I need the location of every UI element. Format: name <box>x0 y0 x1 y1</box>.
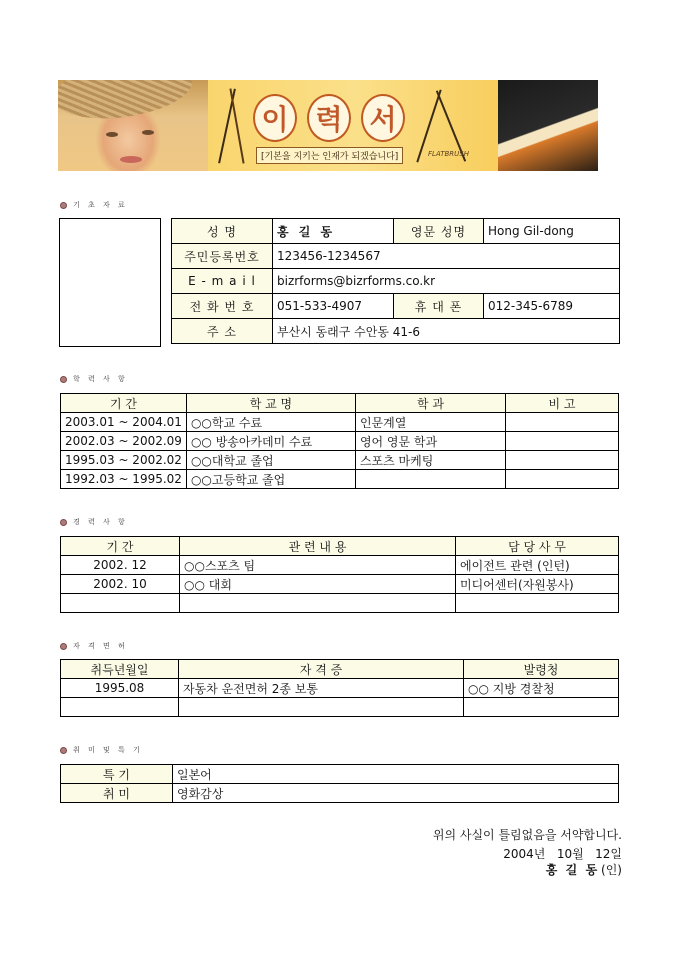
bullet-icon <box>60 643 67 650</box>
eng-name-value: Hong Gil-dong <box>484 219 620 244</box>
cell: 자동차 운전면허 2종 보통 <box>179 679 464 698</box>
cell <box>456 594 619 613</box>
fashion-illustration <box>498 80 598 171</box>
id-value: 123456-1234567 <box>273 244 620 269</box>
table-row <box>61 556 619 575</box>
name-label: 성 명 <box>172 219 273 244</box>
title-char: 력 <box>307 94 351 142</box>
section-heading-education <box>60 374 128 384</box>
mobile-label: 휴 대 폰 <box>394 294 484 319</box>
email-value: bizrforms@bizrforms.co.kr <box>273 269 620 294</box>
section-heading-hobby <box>60 745 143 755</box>
name-value: 홍 길 동 <box>273 219 394 244</box>
education-table <box>60 393 619 489</box>
section-title: 경 력 사 항 <box>73 518 128 526</box>
section-title: 취 미 및 특 기 <box>73 746 143 754</box>
col-header: 학 교 명 <box>186 394 355 413</box>
lips-graphic <box>120 156 142 163</box>
photo-box <box>59 218 161 347</box>
col-header: 관 련 내 용 <box>180 537 456 556</box>
eye-graphic <box>106 132 118 137</box>
cell: 인문계열 <box>355 413 505 432</box>
phone-value: 051-533-4907 <box>273 294 394 319</box>
table-row <box>61 432 619 451</box>
cell: 미디어센터(자원봉사) <box>456 575 619 594</box>
mobile-value: 012-345-6789 <box>484 294 620 319</box>
col-header: 비 고 <box>505 394 618 413</box>
cell <box>61 698 179 717</box>
section-heading-career <box>60 517 128 527</box>
section-title: 자 격 면 허 <box>73 642 128 650</box>
signer-name: 홍 길 동 <box>545 863 598 877</box>
cell <box>61 594 180 613</box>
cell <box>464 698 619 717</box>
section-title: 학 력 사 항 <box>73 375 128 383</box>
cell <box>179 698 464 717</box>
address-value: 부산시 동래구 수안동 41-6 <box>273 319 620 344</box>
col-header: 담 당 사 무 <box>456 537 619 556</box>
model-photo <box>58 80 208 171</box>
hobby-label: 취 미 <box>61 784 173 803</box>
cell <box>505 432 618 451</box>
col-header: 학 과 <box>355 394 505 413</box>
table-row <box>61 451 619 470</box>
hobby-table <box>60 764 619 803</box>
table-row <box>61 575 619 594</box>
eng-name-label: 영문 성명 <box>394 219 484 244</box>
cell: ○○학교 수료 <box>186 413 355 432</box>
cell <box>505 470 618 489</box>
cell: 영어 영문 학과 <box>355 432 505 451</box>
straw-hat-graphic <box>58 80 196 126</box>
table-row <box>61 698 619 717</box>
bullet-icon <box>60 747 67 754</box>
license-table <box>60 659 619 717</box>
cell <box>505 413 618 432</box>
section-heading-basic <box>60 200 128 210</box>
col-header: 취득년월일 <box>61 660 179 679</box>
eye-graphic <box>142 130 154 135</box>
header-banner <box>58 80 598 171</box>
cell: ○○고등학교 졸업 <box>186 470 355 489</box>
cell: 2002. 10 <box>61 575 180 594</box>
cell <box>505 451 618 470</box>
section-heading-license <box>60 641 128 651</box>
address-label: 주 소 <box>172 319 273 344</box>
cell: ○○ 지방 경찰청 <box>464 679 619 698</box>
cell: 에이전트 관련 (인턴) <box>456 556 619 575</box>
col-header: 기 간 <box>61 394 187 413</box>
cell <box>355 470 505 489</box>
cell: 1995.03 ~ 2002.02 <box>61 451 187 470</box>
signature-date: 2004년 10월 12일 <box>503 847 622 861</box>
bullet-icon <box>60 376 67 383</box>
cell: ○○ 대회 <box>180 575 456 594</box>
cell: ○○ 방송아카데미 수료 <box>186 432 355 451</box>
table-row <box>61 413 619 432</box>
signature-line <box>546 861 622 878</box>
cell: 1992.03 ~ 1995.02 <box>61 470 187 489</box>
col-header: 발령청 <box>464 660 619 679</box>
seal-mark: (인) <box>601 863 622 877</box>
skill-value: 일본어 <box>173 765 619 784</box>
cell: 2003.01 ~ 2004.01 <box>61 413 187 432</box>
col-header: 기 간 <box>61 537 180 556</box>
col-header: 자 격 증 <box>179 660 464 679</box>
hobby-value: 영화감상 <box>173 784 619 803</box>
career-table <box>60 536 619 613</box>
phone-label: 전 화 번 호 <box>172 294 273 319</box>
table-row <box>61 594 619 613</box>
email-label: E - m a i l <box>172 269 273 294</box>
banner-tagline: [기본을 지키는 인재가 되겠습니다] <box>256 147 403 164</box>
title-char: 이 <box>253 94 297 142</box>
title-char: 서 <box>361 94 405 142</box>
cell: 2002. 12 <box>61 556 180 575</box>
id-label: 주민등록번호 <box>172 244 273 269</box>
boot-sketch <box>229 88 244 163</box>
table-row <box>61 679 619 698</box>
skill-label: 특 기 <box>61 765 173 784</box>
basic-info-table <box>171 218 620 344</box>
banner-title <box>253 94 405 142</box>
cell: ○○대학교 졸업 <box>186 451 355 470</box>
section-title: 기 초 자 료 <box>73 201 128 209</box>
table-row <box>61 470 619 489</box>
pledge-statement: 위의 사실이 틀림없음을 서약합니다. <box>432 828 622 842</box>
cell: 스포츠 마케팅 <box>355 451 505 470</box>
cell: ○○스포츠 팀 <box>180 556 456 575</box>
banner-scribble: FLATBRUSH <box>428 150 469 158</box>
bullet-icon <box>60 202 67 209</box>
cell: 2002.03 ~ 2002.09 <box>61 432 187 451</box>
cell: 1995.08 <box>61 679 179 698</box>
cell <box>180 594 456 613</box>
bullet-icon <box>60 519 67 526</box>
